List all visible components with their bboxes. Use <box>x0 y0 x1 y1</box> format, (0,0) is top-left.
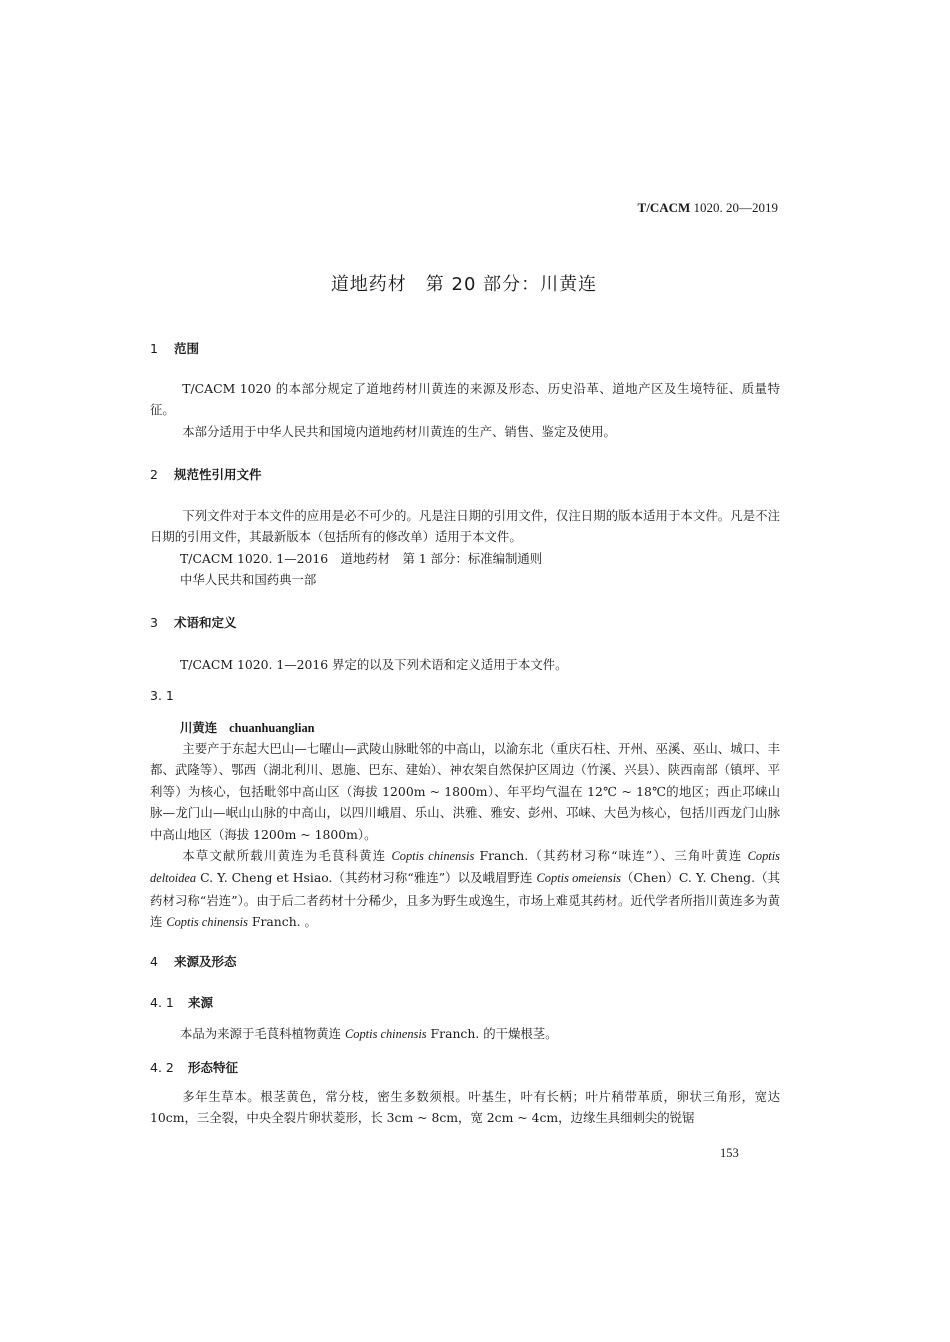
section-2-paragraph-1: 下列文件对于本文件的应用是必不可少的。凡是注日期的引用文件，仅注日期的版本适用于本文件。凡是不注日期的引用文件，其最新版本（包括所有的修改单）适用于本文件。 <box>150 508 780 545</box>
section-1-paragraph-1: T/CACM 1020 的本部分规定了道地药材川黄连的来源及形态、历史沿革、道地产区及生境特征、质量特征。 <box>150 381 780 418</box>
term-pinyin: chuanhuanglian <box>229 721 315 735</box>
section-3-paragraph-1: T/CACM 1020. 1—2016 界定的以及下列术语和定义适用于本文件。 <box>180 657 568 672</box>
term-definition-2: 本草文献所载川黄连为毛茛科黄连 Coptis chinensis Franch.（其药材习称“味连”）、三角叶黄连 Coptis deltoidea C. Y. Cheng et Hsiao.（其药材习称“雅连”）以及峨眉野连 Coptis omeiensis（Chen）C. Y. Cheng.（其药材习称“岩连”）。由于后二者药材十分稀少，且多为野生或逸生，市场上难觅其药材。近代学者所指川黄连多为黄连 Coptis chinensis Franch. 。 <box>150 848 781 930</box>
reference-1: T/CACM 1020. 1—2016 道地药材 第 1 部分：标准编制通则 <box>180 551 543 566</box>
section-4-heading: 4 来源及形态 <box>150 954 237 969</box>
section-1-heading: 1 范围 <box>150 341 200 356</box>
term-entry <box>180 718 315 736</box>
subsection-3-1-number: 3. 1 <box>150 688 174 703</box>
source-paragraph: 本品为来源于毛茛科植物黄连 Coptis chinensis Franch. 的干燥根茎。 <box>180 1026 558 1041</box>
standard-code: T/CACM 1020. 20—2019 <box>637 200 778 215</box>
term-chinese: 川黄连 <box>180 720 218 735</box>
section-2-heading: 2 规范性引用文件 <box>150 467 262 482</box>
subsection-4-1-heading: 4. 1 来源 <box>150 995 214 1010</box>
page-number: 153 <box>720 1146 739 1160</box>
term-definition-1: 主要产于东起大巴山—七曜山—武陵山脉毗邻的中高山，以渝东北（重庆石柱、开州、巫溪、巫山、城口、丰都、武隆等）、鄂西（湖北利川、恩施、巴东、建始）、神农架自然保护区周边（竹溪、兴县）、陕西南部（镇坪、平利等）为核心，包括毗邻中高山区（海拔 1200m ~ 1800m）、年平均气温在 12℃ ~ 18℃的地区；西止邛崃山脉—龙门山—岷山山脉的中高山，以四川峨眉、乐山、洪雅、雅安、彭州、邛崃、大邑为核心，包括川西龙门山脉中高山地区（海拔 1200m ~ 1800m）。 <box>150 741 780 842</box>
section-1-paragraph-2: 本部分适用于中华人民共和国境内道地药材川黄连的生产、销售、鉴定及使用。 <box>182 424 616 439</box>
section-3-heading: 3 术语和定义 <box>150 615 237 630</box>
morphology-paragraph: 多年生草本。根茎黄色，常分枝，密生多数须根。叶基生，叶有长柄；叶片稍带革质，卵状三角形，宽达 10cm，三全裂，中央全裂片卵状菱形，长 3cm ~ 8cm，宽 2cm ~ 4cm，边缘生具细刺尖的锐锯 <box>150 1089 780 1126</box>
subsection-4-2-heading: 4. 2 形态特征 <box>150 1060 239 1075</box>
document-title: 道地药材 第 20 部分：川黄连 <box>330 274 598 295</box>
reference-2: 中华人民共和国药典一部 <box>180 572 317 587</box>
